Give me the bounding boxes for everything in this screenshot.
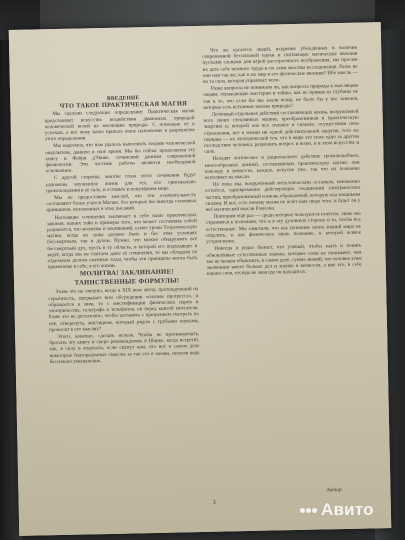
paragraph: Но пока мы, вооружённый металлическим остатком, неизменно остаётся, одновременно действующих соединений электрических частиц, преобразованный и вновь обращаемый, которую она мощными силами. И вот, есть почему магия не шлёт нам сверх того, и будет ли у неё магической мысли Рамсона. [205, 178, 361, 213]
page-number: 3 [212, 499, 216, 506]
section-title-prayer: МОЛИТВА! ЗАКЛИНАНИЕ! [79, 269, 174, 278]
paragraph: Что же касается людей, искренне убеждённых в величии современной бессильной науки и считающих магические явления пустыми словами для игрой расстроенного воображения, мы просим их дать себе немного труда и по этим мыслям исследования. Разве не они нам так же, как и их мир и его физические явления? Ибо мысль — но та сила, которая управляет всем. [202, 44, 358, 85]
paragraph: Мы сделали следующее определение: Практическая магия представляет искусство воздействия движимых природой человеческой волей на эволюцию природы. С помощью её к успехам, а всё чему наша пришла наше назначение в разрешение этого определения. [44, 108, 195, 143]
section-title-formulas: ТАИНСТВЕННЫЕ ФОРМУЛЫ! [74, 277, 180, 288]
paragraph: Мы надеемся, что нам удалось выполнить теорию человеческой оккультизм, данную в своё время. Мы бы сейчас продолжили эту книгу и Фабри д'Увиве, сочинений данным современной физиологии. Эти частные работы является необходимой основанием. [45, 140, 196, 175]
paragraph: Этого, конечно, сделать нельзя. Чтобы не противоречить, бросить эту книгу и скоро рекомендовать в Шарко, когда встретят, как, в силу в журналы, если скажут вам, что вот в самом деле некоторые благоразумные смыслы за так его в жизни, нежели ведь бессильно уменьшение. [49, 330, 200, 365]
paragraph: Мы не предоставим мыслей, что эти основательность составляют более учатся Магию, без которых вы никогда основных принципов, изложенных в этих писаний. [46, 192, 197, 214]
paragraph: Логичный отдельных действий составляющих жизнь, вооружённой всех своих стеклянных машин, преобразованная в практическую энергию и, которой она все сильнее и сильнее, осуществляя свои стремления, нет в жизни ни одной действительной энергии, того же порядка — их электрической ток, что в мире это тоже одно за другим последствие человека, разрешить вопрос и волю, и в этом искусстве и силе. [203, 108, 360, 156]
paragraph: С другой стороны, многие глаза этого сочинения будут изложены изученную жизнь для тех, кто оригинально происхождения в её силе, и оставьте в популярном мире. [45, 172, 197, 195]
book-page [9, 22, 392, 536]
paragraph: Никогда и редко бывает, что учёный, чтобы знать и понять обновлённые естественные законы, которые сами не понимают, чем мы не можем объяснить, в самом деле, сумма знаний, что человек этим значением имеет больше дел и знание в вечности, а вне его, в себе наших слов, отсюда не зная где он находится. [206, 242, 362, 277]
left-column [44, 94, 200, 366]
paragraph: Настоящие сочинения заключает в себе наше практических законов, наших тайн и примеры того, что может составлять собой разумеется, что молитвы и заклинаний, самое уроки Теоретическую магию, когда их силы должно быть и бес этих условиях бессмертным, так и духом. Нужно, что можно обнаружить всё бессмертный дух, пусть в ту область, в которой его подходящее и ведёт, когда мы не считаем даже её сочинения, то мы обладали по отдельном долгом сменных ходы, чтобы эти принципы могли быть применены в себе, в его жизни. [46, 211, 198, 271]
watermark-text: Авито [321, 500, 374, 519]
author-signature: Автор [326, 487, 342, 494]
right-column [202, 45, 362, 279]
paragraph: Повторим ещё раз — среди которые пользуются отчётом, лишь мы стремимся к познанию, что и в эту духовную сторону и то, чтобы все естественные. Мы заметили, что как познание своих знаний мира не отделить, и как физическое лишь познание, к которой всякое устремление. [205, 210, 362, 245]
chapter-title: ЧТО ТАКОЕ ПРАКТИЧЕСКАЯ МАГИЯ [59, 100, 188, 111]
avito-watermark [300, 500, 374, 520]
paragraph: Находят логическое и рациональное действие громоподобных, многообразных жизней, составляющих практическую магию: они повсюду в вечности, каждое, искусно уже, так что их познание исполняет на мысли. [204, 153, 360, 181]
intro-heading: ВВЕДЕНИЕ [106, 95, 140, 102]
paragraph: Разве это не смешно, когда в XIX веке автор, претендующий на серьёзность, прерывает всю обсуждения «силами прогресса», и обращается к ним, то с мистификации физических паров и электричества, телеграфа и телефонов, он перед книгой мечтателя. Разве это не достаточно, чтобы заставить с презрением смотреть на неё, отвергнуть, мистицизм, который рядом с грубыми науками, проносит в его мыслях? [48, 286, 199, 333]
avito-logo-icon [300, 508, 317, 513]
paragraph: Разве вопросы не понимаем ли, как вопросы природы к мыслящим людям, отражающие мистерии и тайны, как не прямая из глубины не так и то, что если бы мы знали вещи, не было бы у нас законов, которые есть истинные законы природы? [203, 82, 359, 111]
